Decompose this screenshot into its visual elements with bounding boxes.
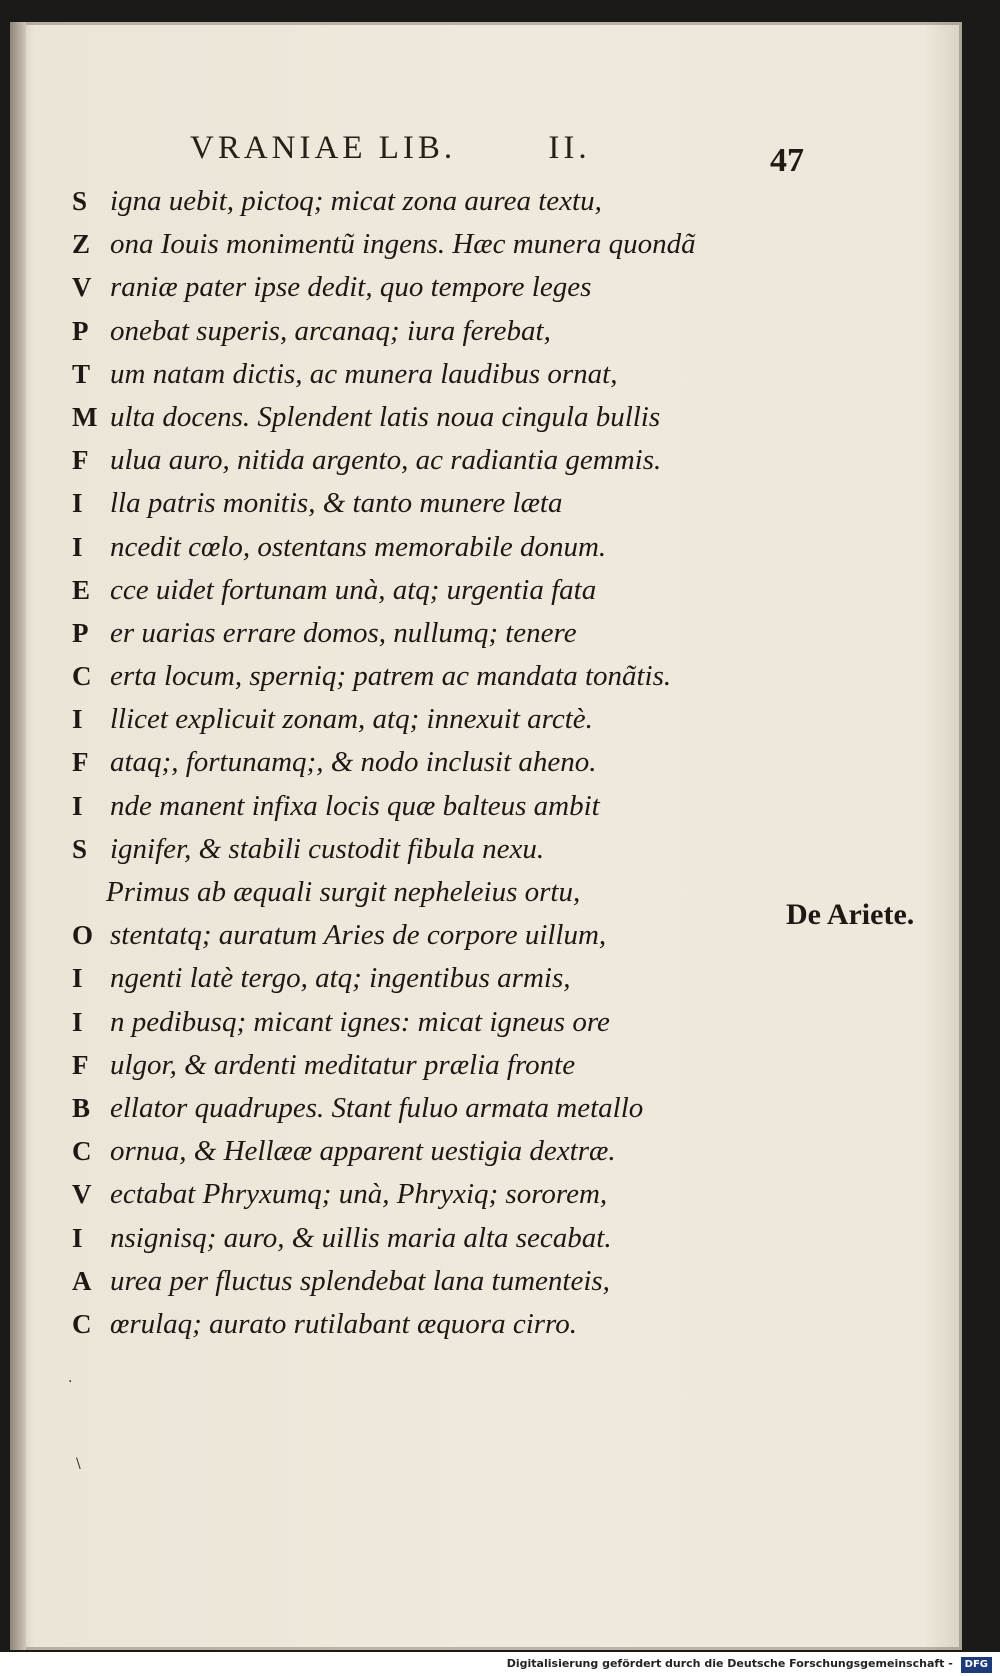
line-initial: F [72, 445, 89, 476]
line-initial: S [72, 186, 88, 216]
line-initial: I [72, 531, 83, 562]
line-initial: F [72, 1049, 89, 1080]
verse-line [72, 1044, 832, 1087]
line-text: igna uebit, pictoq; micat zona aurea textu, [110, 185, 602, 217]
line-text: Primus ab æquali surgit nepheleius ortu, [106, 876, 581, 908]
ink-speck: · [68, 1374, 73, 1390]
line-initial: C [72, 1308, 92, 1339]
verse-line [72, 957, 832, 1000]
line-text: stentatq; auratum Aries de corpore uillum, [110, 919, 607, 952]
verse-line [72, 1217, 832, 1260]
line-text: ornua, & Hellææ apparent uestigia dextræ. [110, 1135, 616, 1168]
line-initial: C [72, 661, 92, 692]
verse-line [72, 266, 832, 309]
line-text: ulgor, & ardenti meditatur prælia fronte [110, 1048, 576, 1081]
line-initial: O [72, 920, 94, 951]
line-text: ignifer, & stabili custodit fibula nexu. [110, 832, 545, 865]
verse-line [72, 1260, 832, 1303]
line-initial: I [72, 790, 83, 821]
line-text: cce uidet fortunam unà, atq; urgentia fata [110, 573, 597, 606]
line-initial: V [72, 272, 92, 303]
verse-line [72, 1303, 832, 1346]
line-initial: A [72, 1265, 92, 1296]
line-initial: Z [72, 229, 91, 260]
line-initial: I [72, 1006, 83, 1037]
verse-line [72, 612, 832, 655]
credit-text: Digitalisierung gefördert durch die Deutsche Forschungsgemeinschaft - [506, 1657, 953, 1670]
verse-line [72, 1001, 832, 1044]
line-initial: F [72, 747, 89, 778]
verse-line [72, 569, 832, 612]
verse-line [72, 396, 832, 439]
line-text: onebat superis, arcanaq; iura ferebat, [110, 314, 551, 347]
verse-line [72, 439, 832, 482]
verse-line [72, 180, 832, 223]
digitization-credit [0, 1652, 1000, 1676]
line-text: ectabat Phryxumq; unà, Phryxiq; sororem, [110, 1178, 608, 1211]
line-initial: I [72, 704, 83, 735]
line-initial: M [72, 401, 98, 432]
line-initial: P [72, 617, 89, 648]
marginal-note: De Ariete. [786, 898, 915, 931]
line-initial: V [72, 1179, 92, 1210]
line-initial: S [72, 833, 88, 864]
line-text: ulta docens. Splendent latis noua cingula bullis [110, 400, 661, 433]
verse-line [72, 482, 832, 525]
book-page [10, 22, 962, 1650]
verse-block [72, 180, 832, 1346]
verse-line [72, 828, 832, 871]
line-text: ataq;, fortunamq;, & nodo inclusit aheno. [110, 746, 597, 779]
line-text: ncedit cœlo, ostentans memorabile donum. [110, 530, 607, 563]
line-text: lla patris monitis, & tanto munere læta [110, 487, 563, 520]
line-initial: E [72, 574, 91, 605]
line-initial: P [72, 315, 89, 346]
line-initial: B [72, 1092, 91, 1123]
line-text: ngenti latè tergo, atq; ingentibus armis, [110, 962, 571, 995]
verse-line [72, 1173, 832, 1216]
dfg-logo: DFG [961, 1657, 992, 1673]
line-text: n pedibusq; micant ignes: micat igneus ore [110, 1005, 610, 1038]
verse-line [72, 310, 832, 353]
line-initial: I [72, 963, 83, 994]
line-text: ona Iouis monimentũ ingens. Hæc munera quondã [110, 228, 696, 261]
verse-line [72, 1087, 832, 1130]
line-text: nsignisq; auro, & uillis maria alta secabat. [110, 1221, 612, 1254]
line-initial: T [72, 358, 91, 389]
line-text: um natam dictis, ac munera laudibus ornat, [110, 357, 618, 390]
book-number: II. [548, 130, 591, 166]
verse-line [72, 526, 832, 569]
verse-line [72, 741, 832, 784]
line-text: nde manent infixa locis quæ balteus ambit [110, 789, 600, 822]
line-text: er uarias errare domos, nullumq; tenere [110, 616, 577, 649]
verse-line [72, 698, 832, 741]
verse-line [72, 871, 832, 914]
line-initial: I [72, 1222, 83, 1253]
line-initial: C [72, 1136, 92, 1167]
line-text: erta locum, sperniq; patrem ac mandata tonãtis. [110, 660, 672, 693]
line-text: ulua auro, nitida argento, ac radiantia gemmis. [110, 444, 662, 477]
line-text: llicet explicuit zonam, atq; innexuit arctè. [110, 703, 593, 736]
verse-line [72, 655, 832, 698]
running-title: VRANIAE LIB. [190, 130, 457, 166]
verse-line [72, 353, 832, 396]
line-initial: I [72, 488, 83, 519]
line-text: œrulaq; aurato rutilabant æquora cirro. [110, 1307, 578, 1340]
verse-line [72, 1130, 832, 1173]
verse-line [72, 223, 832, 266]
verse-line [72, 785, 832, 828]
line-text: ellator quadrupes. Stant fuluo armata metallo [110, 1091, 644, 1124]
line-text: raniæ pater ipse dedit, quo tempore leges [110, 271, 592, 304]
ink-speck: \ [76, 1456, 81, 1472]
verse-line [72, 914, 832, 957]
line-text: urea per fluctus splendebat lana tumenteis, [110, 1264, 610, 1297]
running-head [190, 130, 591, 167]
page-number: 47 [770, 142, 804, 179]
